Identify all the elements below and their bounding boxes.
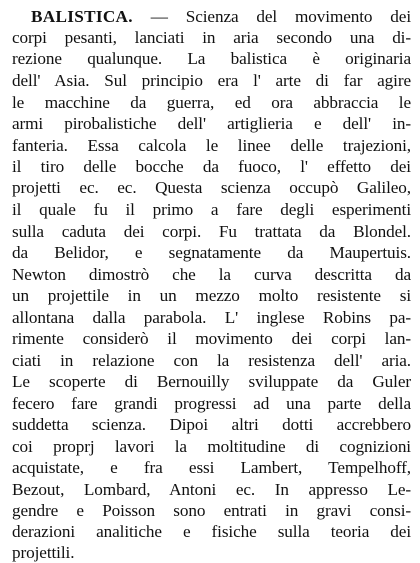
entry-line: corpi pesanti, lanciati in aria secondo una di- [12, 28, 411, 47]
entry-line: coi proprj lavori la moltitudine di cognizioni [12, 437, 411, 456]
entry-line: Le scoperte di Bernouilly sviluppate da Guler [12, 372, 411, 391]
entry-definition-start: — Scienza del movimento dei [150, 7, 411, 26]
entry-line: fecero fare grandi progressi ad una parte della [12, 394, 411, 413]
entry-line: suddetta scienza. Dipoi altri dotti accrebbero [12, 415, 411, 434]
entry-line: da Belidor, e segnatamente da Maupertuis. [12, 243, 411, 262]
entry-line: ciati in relazione con la resistenza dell' aria. [12, 351, 411, 370]
entry-line: le macchine da guerra, ed ora abbraccia le [12, 93, 411, 112]
entry-line [31, 7, 411, 27]
entry-line: gendre e Poisson sono entrati in gravi consi- [12, 501, 411, 520]
entry-line: fanteria. Essa calcola le linee delle trajezioni, [12, 136, 411, 155]
entry-line: projetti ec. ec. Questa scienza occupò Galileo, [12, 178, 411, 197]
entry-line: derazioni analitiche e fisiche sulla teoria dei [12, 522, 411, 541]
entry-line: allontana dalla parabola. L' inglese Robins pa- [12, 308, 411, 327]
entry-line: armi pirobalistiche dell' artiglieria e dell' in- [12, 114, 411, 133]
entry-line: un projettile in un mezzo molto resistente si [12, 286, 411, 305]
entry-line: il quale fu il primo a fare degli esperimenti [12, 200, 411, 219]
entry-line: Bezout, Lombard, Antoni ec. In appresso Le- [12, 480, 411, 499]
entry-line: acquistate, e fra essi Lambert, Tempelhoff, [12, 458, 411, 477]
entry-line-final: projettili. [12, 543, 75, 562]
entry-line: rezione qualunque. La balistica è originaria [12, 49, 411, 68]
entry-line: Newton dimostrò che la curva descritta da [12, 265, 411, 284]
entry-line: sulla caduta dei corpi. Fu trattata da Blondel. [12, 222, 411, 241]
entry-line: il tiro delle bocche da fuoco, l' effetto dei [12, 157, 411, 176]
entry-line: dell' Asia. Sul principio era l' arte di far agire [12, 71, 411, 90]
entry-line: rimente considerò il movimento dei corpi lan- [12, 329, 411, 348]
entry-headword: BALISTICA. [31, 7, 133, 26]
